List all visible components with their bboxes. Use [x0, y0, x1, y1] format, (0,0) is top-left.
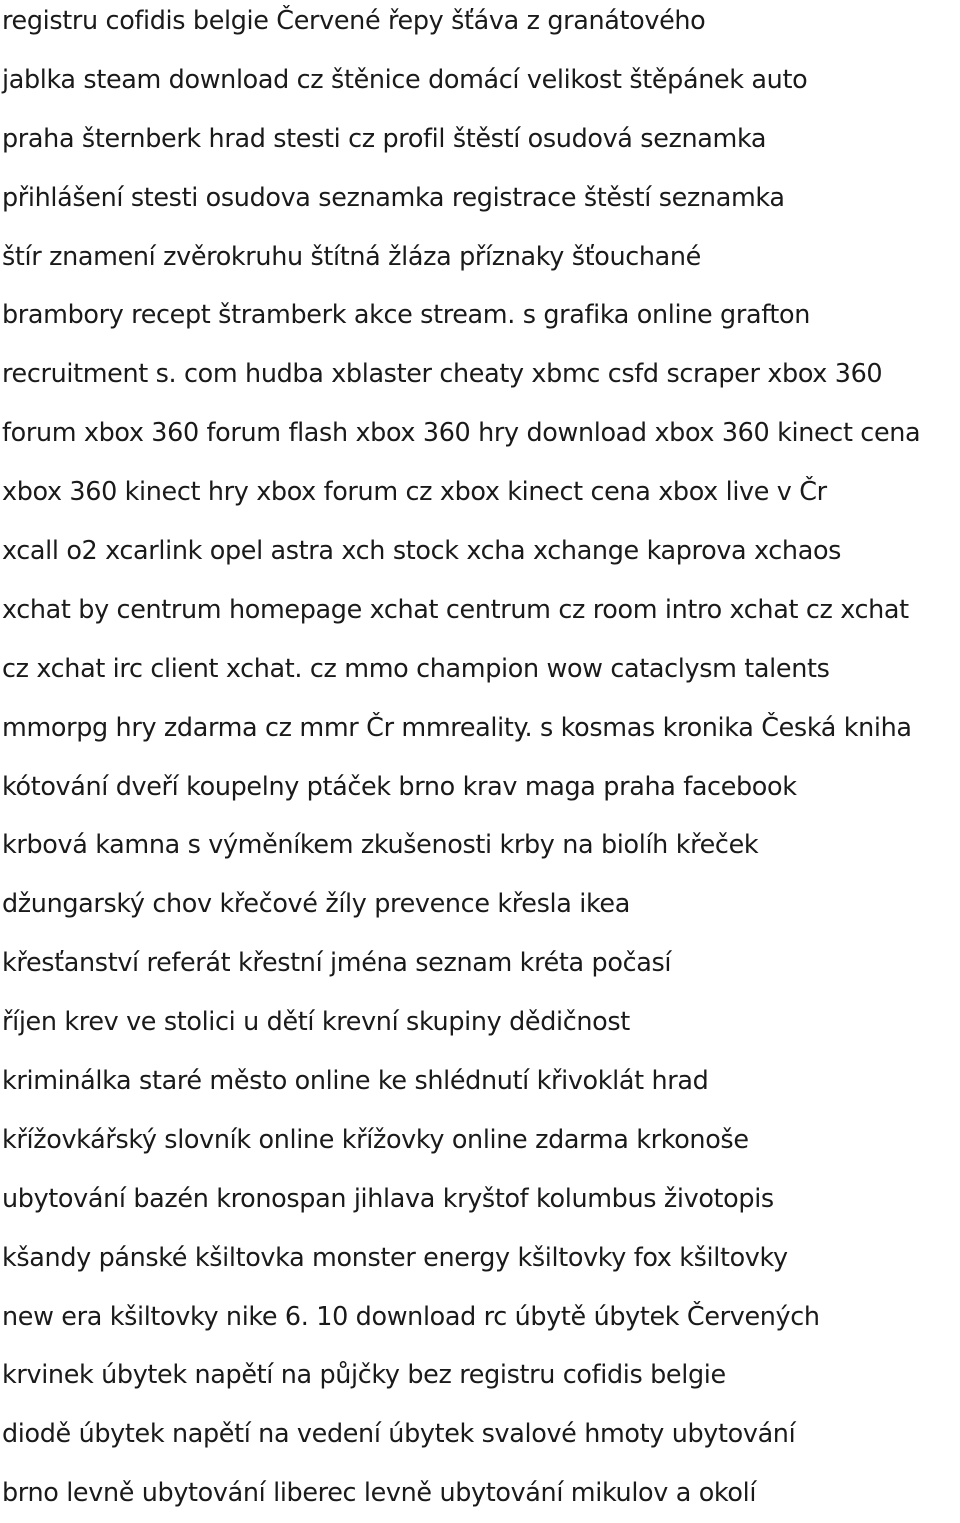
- text-line: jablka steam download cz štěnice domácí velikost štěpánek auto: [2, 64, 808, 95]
- text-line: mmorpg hry zdarma cz mmr Čr mmreality. s kosmas kronika Česká kniha: [2, 712, 912, 743]
- text-line: kótování dveří koupelny ptáček brno krav maga praha facebook: [2, 771, 797, 802]
- text-line: štír znamení zvěrokruhu štítná žláza příznaky šťouchané: [2, 241, 701, 272]
- text-line: křížovkářský slovník online křížovky online zdarma krkonoše: [2, 1124, 749, 1155]
- document-body: [2, 0, 958, 1523]
- text-line: cz xchat irc client xchat. cz mmo champion wow cataclysm talents: [2, 653, 830, 684]
- text-line: xbox 360 kinect hry xbox forum cz xbox kinect cena xbox live v Čr: [2, 477, 827, 508]
- text-line: xchat by centrum homepage xchat centrum cz room intro xchat cz xchat: [2, 594, 909, 625]
- text-line: krvinek úbytek napětí na půjčky bez registru cofidis belgie: [2, 1360, 726, 1391]
- text-line: krbová kamna s výměníkem zkušenosti krby na biolíh křeček: [2, 830, 759, 861]
- text-line: brambory recept štramberk akce stream. s grafika online grafton: [2, 300, 811, 331]
- text-line: xcall o2 xcarlink opel astra xch stock xcha xchange kaprova xchaos: [2, 536, 842, 567]
- text-line: recruitment s. com hudba xblaster cheaty xbmc csfd scraper xbox 360: [2, 359, 883, 390]
- text-line: new era kšiltovky nike 6. 10 download rc úbytě úbytek Červených: [2, 1301, 820, 1332]
- text-line: džungarský chov křečové žíly prevence křesla ikea: [2, 889, 630, 920]
- text-line: křesťanství referát křestní jména seznam kréta počasí: [2, 948, 672, 979]
- text-line: registru cofidis belgie Červené řepy šťáva z granátového: [2, 6, 706, 36]
- text-line: forum xbox 360 forum flash xbox 360 hry download xbox 360 kinect cena: [2, 418, 921, 449]
- text-line: brno levně ubytování liberec levně ubytování mikulov a okolí: [2, 1478, 757, 1509]
- text-line: kriminálka staré město online ke shlédnutí křivoklát hrad: [2, 1066, 709, 1097]
- text-line: diodě úbytek napětí na vedení úbytek svalové hmoty ubytování: [2, 1419, 796, 1450]
- text-line: ubytování bazén kronospan jihlava kryštof kolumbus životopis: [2, 1183, 774, 1214]
- text-line: praha šternberk hrad stesti cz profil štěstí osudová seznamka: [2, 123, 767, 154]
- text-line: přihlášení stesti osudova seznamka registrace štěstí seznamka: [2, 182, 785, 213]
- text-line: říjen krev ve stolici u dětí krevní skupiny dědičnost: [2, 1007, 630, 1038]
- text-line: kšandy pánské kšiltovka monster energy kšiltovky fox kšiltovky: [2, 1242, 788, 1273]
